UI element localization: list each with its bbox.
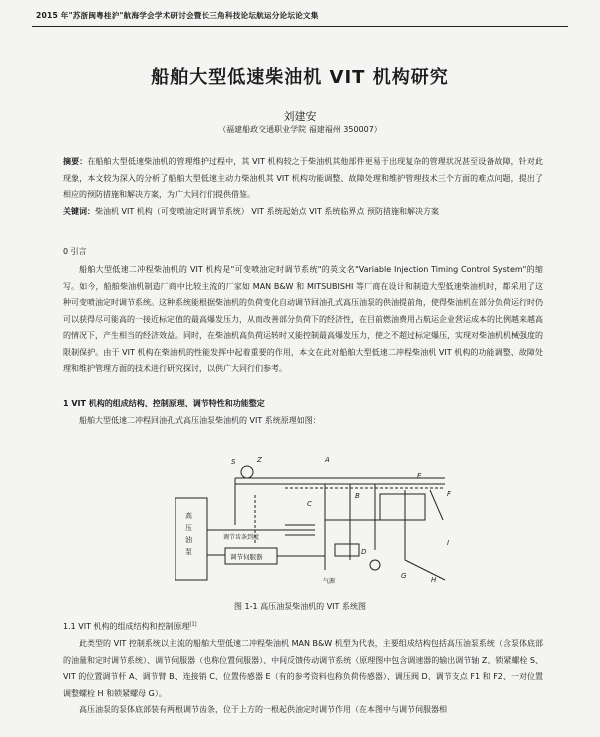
intro-paragraph bbox=[63, 262, 543, 378]
servo-label: 调节伺服器 bbox=[230, 553, 263, 561]
section-1-1-text: 此类型的 VIT 控制系统以主流的船舶大型低速二冲程柴油机 MAN B&W 机型为代表，主要组成结构包括高压油泵系统（含泵体底部的油量和定时调节系统）、调节伺服器（也称位置伺服器）、中间反馈传动调节系统（原理图中包含调速器的输出调节轴 Z、锁紧螺栓 S、VIT 的位置调节杆 A、调节臂 B、连接销 C、位置传感器 E（有的参考资料也称负荷传感器）、调压阀 D、调节支点 F1 和 F2、一对位置调整螺栓 H 和锁紧螺母 G）。 bbox=[63, 639, 543, 698]
paper-title: 船舶大型低速柴油机 VIT 机构研究 bbox=[151, 67, 449, 88]
vit-system-figure bbox=[175, 450, 465, 598]
letter-a: A bbox=[325, 456, 330, 464]
letter-s: S bbox=[231, 458, 236, 466]
pump-label-1: 高 bbox=[185, 512, 192, 520]
keywords-text: 柴油机 VIT 机构（可变喷油定时调节系统） VIT 系统起始点 VIT 系统临界点 预防措施和解决方案 bbox=[95, 207, 439, 216]
last-text: 高压油泵的泵体底部装有两根调节齿条，位于上方的一根起供油定时调节作用（在本图中与调节伺服器相 bbox=[79, 705, 447, 714]
letter-g: G bbox=[401, 572, 407, 580]
section-1-1-ref: [1] bbox=[189, 621, 197, 628]
section-1-1-heading bbox=[63, 621, 197, 632]
intro-text: 船舶大型低速二冲程柴油机的 VIT 机构是"可变喷油定时调节系统"的英文名"Variable Injection Timing Control System"的缩写。如今，船舶柴油机制造厂商中比较主流的厂家如 MAN B&W 和 MITSUBISHI 等厂商在设计和制造大型低速柴油机时，都采用了这种可变喷油定时调节系统。这种系统能根据柴油机的负荷变化自动调节回油孔式高压油泵的供油提前角，使得柴油机在部分负荷运行时仍可以获得尽可能高的一接近标定值的最高爆发压力，从而改善部分负荷下的经济性，在目前燃油费用占航运企业营运成本的比例越来越高的情况下，产生相当的经济效益。同时，在柴油机高负荷运转时又能控制最高爆发压力，使之不超过标定爆压，实现对柴油机机械强度的限制保护。由于 VIT 机构在柴油机的性能发挥中起着重要的作用，本文在此对船舶大型低速二冲程柴油机 VIT 机构的功能调整、故障处理和维护管理方面的技术进行研究探讨，以供广大同行们参考。 bbox=[63, 265, 543, 373]
section-1-1-title: 1.1 VIT 机构的组成结构和控制原理 bbox=[63, 622, 190, 631]
letter-z: Z bbox=[257, 456, 262, 464]
header-rule bbox=[32, 26, 568, 27]
keywords-label: 关键词： bbox=[63, 207, 95, 216]
rack-label: 调节齿条到度 bbox=[223, 534, 260, 541]
last-paragraph bbox=[63, 702, 543, 719]
abstract bbox=[63, 154, 543, 204]
letter-f: F bbox=[447, 490, 452, 498]
section-1-paragraph bbox=[63, 413, 543, 430]
abstract-label: 摘要： bbox=[63, 157, 88, 166]
section-1-1-paragraph bbox=[63, 636, 543, 702]
affiliation: （福建船政交通职业学院 福建福州 350007） bbox=[218, 125, 382, 134]
abstract-text: 在船舶大型低速柴油机的管理维护过程中，其 VIT 机构较之于柴油机其他部件更易于出现复杂的管理状况甚至设备故障，针对此现象，本文较为深入的分析了船舶大型低速主动力柴油机其 VIT 机构功能调整、故障处理和维护管理技术三个方面的难点问题，提出了相应的预防措施和解决方案，为广大同行们提供借鉴。 bbox=[63, 157, 543, 199]
running-header: 2015 年"苏浙闽粤桂沪"航海学会学术研讨会暨长三角科技论坛航运分论坛论文集 bbox=[36, 11, 319, 20]
keywords bbox=[63, 204, 543, 221]
letter-d: D bbox=[361, 548, 367, 556]
pump-label-3: 油 bbox=[185, 536, 192, 544]
letter-e: E bbox=[417, 472, 422, 480]
letter-b: B bbox=[355, 492, 360, 500]
figure-caption: 图 1-1 高压油泵柴油机的 VIT 系统图 bbox=[234, 602, 366, 611]
pump-label-4: 泵 bbox=[185, 548, 192, 556]
pump-label-2: 压 bbox=[185, 524, 192, 532]
section-0-heading: 0 引言 bbox=[63, 247, 87, 256]
letter-i: I bbox=[447, 539, 450, 547]
author: 刘建安 bbox=[283, 110, 317, 123]
air-label: 气源 bbox=[323, 578, 336, 585]
section-1-heading: 1 VIT 机构的组成结构、控制原理、调节特性和功能整定 bbox=[63, 399, 265, 408]
section-1-text: 船舶大型低速二冲程回油孔式高压油泵柴油机的 VIT 系统原理如图： bbox=[79, 416, 321, 425]
letter-c: C bbox=[307, 500, 312, 508]
letter-h: H bbox=[431, 576, 437, 584]
